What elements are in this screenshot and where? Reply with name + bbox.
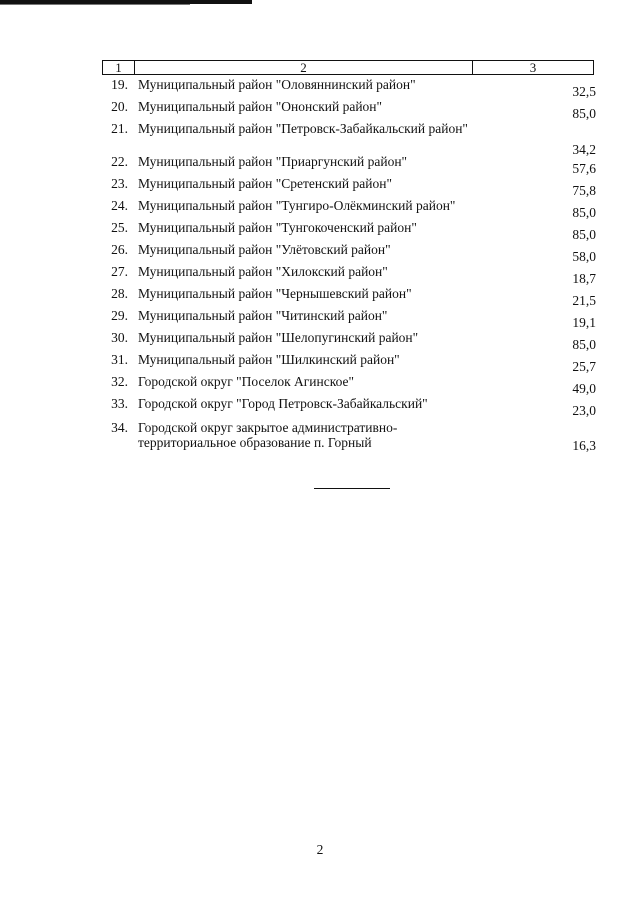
row-value: 85,0 bbox=[572, 337, 596, 352]
municipality-name: Муниципальный район "Чернышевский район" bbox=[138, 286, 412, 301]
row-value: 85,0 bbox=[572, 106, 596, 121]
municipality-name: Муниципальный район "Тунгокоченский район" bbox=[138, 220, 417, 235]
row-value: 19,1 bbox=[572, 315, 596, 330]
row-number: 28. bbox=[111, 286, 128, 301]
municipality-name: Муниципальный район "Ононский район" bbox=[138, 99, 383, 114]
row-value: 16,3 bbox=[572, 438, 596, 453]
row-value: 75,8 bbox=[572, 183, 596, 198]
row-number: 31. bbox=[111, 352, 128, 367]
page-number: 2 bbox=[316, 842, 324, 857]
row-value: 85,0 bbox=[572, 227, 596, 242]
row-number: 34. bbox=[111, 420, 128, 435]
row-number: 32. bbox=[111, 374, 128, 389]
row-number: 30. bbox=[111, 330, 128, 345]
row-value: 25,7 bbox=[572, 359, 596, 374]
municipality-name: Муниципальный район "Петровск-Забайкальский район" bbox=[138, 121, 468, 136]
municipality-name: Городской округ "Город Петровск-Забайкальский" bbox=[138, 396, 428, 411]
row-value: 32,5 bbox=[572, 84, 596, 99]
row-number: 26. bbox=[111, 242, 128, 257]
row-number: 33. bbox=[111, 396, 128, 411]
row-value: 57,6 bbox=[572, 161, 596, 176]
municipality-name: Муниципальный район "Шелопугинский район" bbox=[138, 330, 419, 345]
municipality-name: Городской округ закрытое административно-территориальное образование п. Горный bbox=[138, 420, 398, 450]
row-number: 24. bbox=[111, 198, 128, 213]
row-number: 22. bbox=[111, 154, 128, 169]
municipality-name: Муниципальный район "Сретенский район" bbox=[138, 176, 392, 191]
row-value: 23,0 bbox=[572, 403, 596, 418]
row-number: 29. bbox=[111, 308, 128, 323]
table-header bbox=[102, 60, 594, 75]
row-number: 19. bbox=[111, 77, 128, 92]
row-value: 34,2 bbox=[572, 142, 596, 157]
row-number: 23. bbox=[111, 176, 128, 191]
column-header-3: 3 bbox=[529, 60, 537, 75]
municipality-name: Муниципальный район "Оловяннинский район" bbox=[138, 77, 416, 92]
column-header-2: 2 bbox=[135, 61, 473, 74]
row-value: 85,0 bbox=[572, 205, 596, 220]
scan-artifact-bar bbox=[0, 0, 252, 4]
municipality-name: Муниципальный район "Приаргунский район" bbox=[138, 154, 408, 169]
row-value: 58,0 bbox=[572, 249, 596, 264]
row-value: 21,5 bbox=[572, 293, 596, 308]
municipality-name: Муниципальный район "Хилокский район" bbox=[138, 264, 388, 279]
municipality-name: Муниципальный район "Тунгиро-Олёкминский район" bbox=[138, 198, 456, 213]
municipality-name: Муниципальный район "Шилкинский район" bbox=[138, 352, 400, 367]
row-number: 20. bbox=[111, 99, 128, 114]
municipality-name: Муниципальный район "Улётовский район" bbox=[138, 242, 391, 257]
row-number: 25. bbox=[111, 220, 128, 235]
municipality-name: Муниципальный район "Читинский район" bbox=[138, 308, 388, 323]
row-value: 18,7 bbox=[572, 271, 596, 286]
municipality-name: Городской округ "Поселок Агинское" bbox=[138, 374, 355, 389]
row-value: 49,0 bbox=[572, 381, 596, 396]
row-number: 21. bbox=[111, 121, 128, 136]
column-header-1: 1 bbox=[103, 61, 135, 74]
row-number: 27. bbox=[111, 264, 128, 279]
end-separator-line bbox=[314, 488, 390, 489]
